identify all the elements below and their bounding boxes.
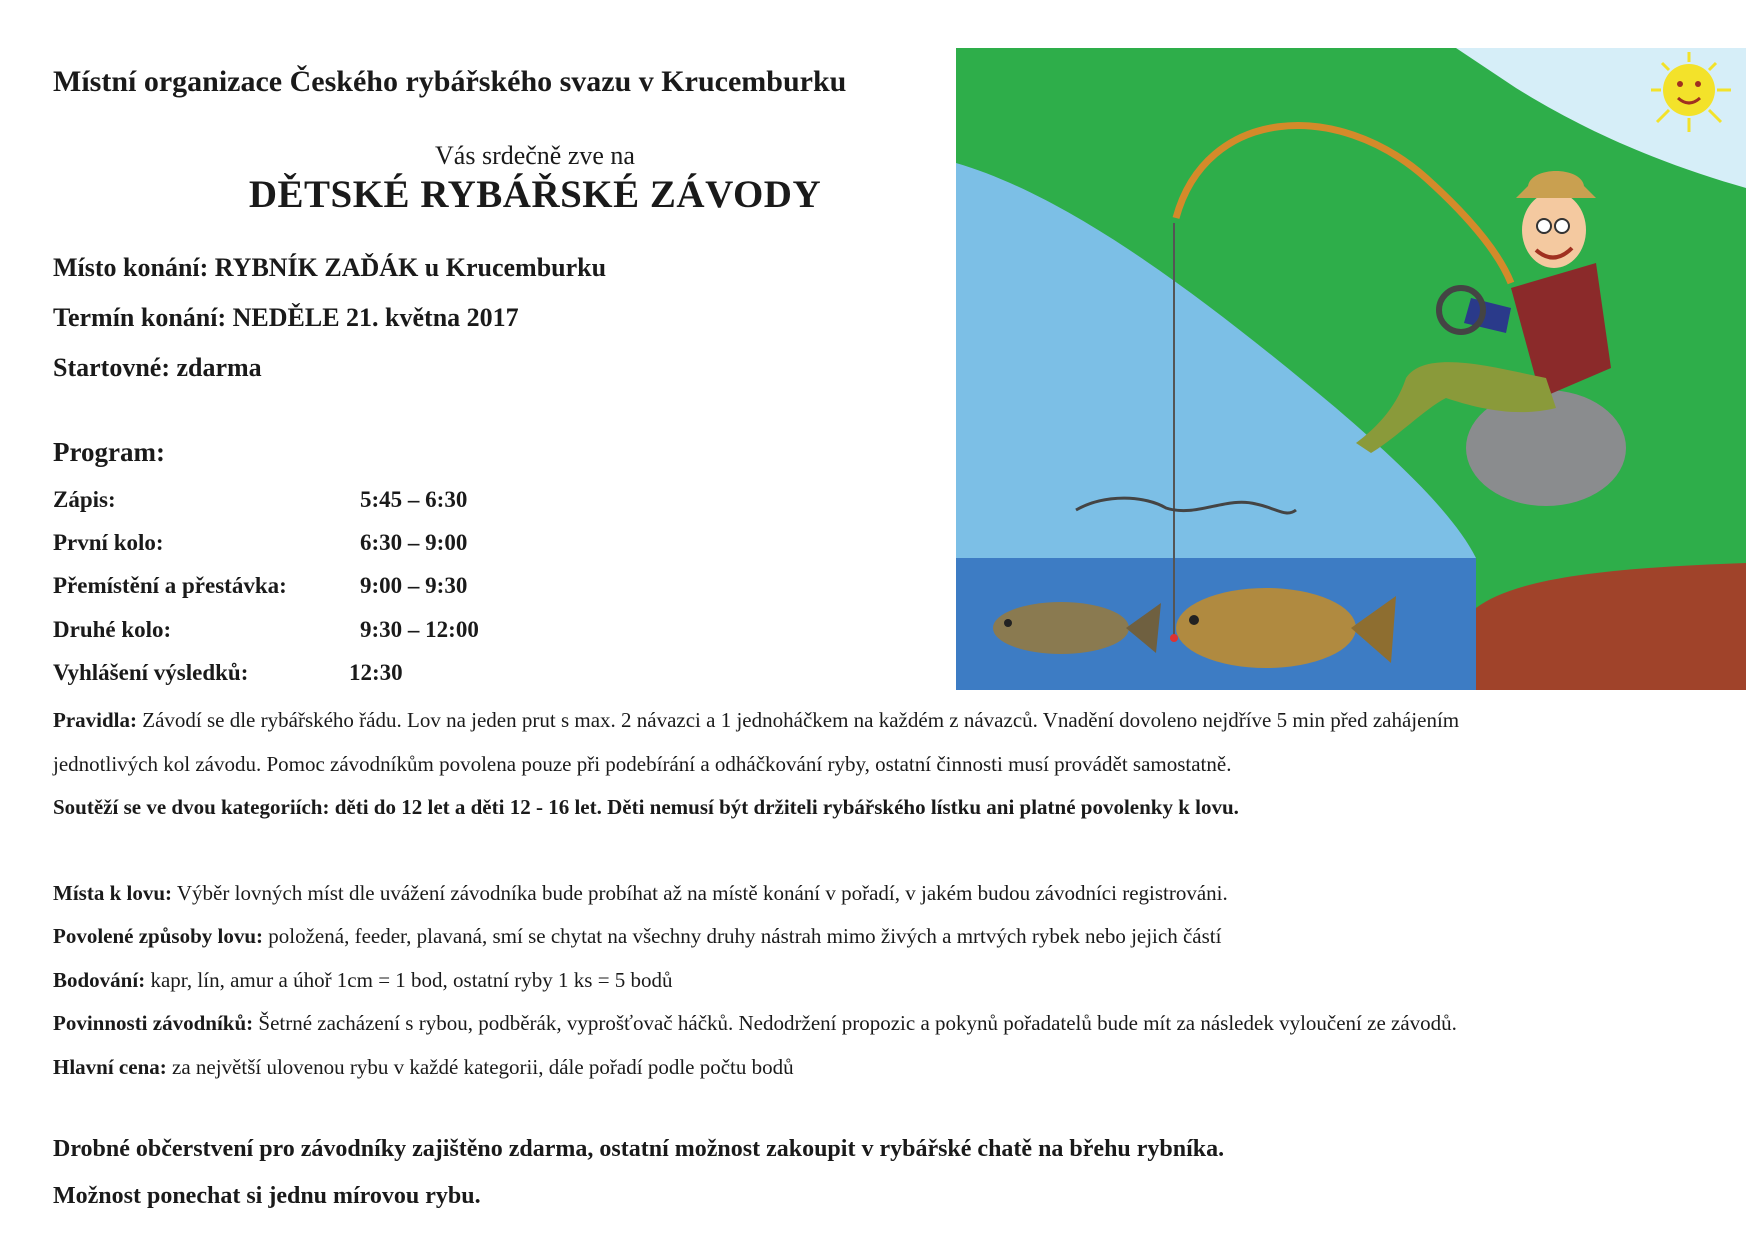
- detail-line: [53, 924, 1221, 949]
- program-row-time: 9:30 – 12:00: [360, 617, 479, 642]
- invite-text: Vás srdečně zve na: [435, 141, 635, 170]
- event-fee: Startovné: zdarma: [53, 353, 262, 382]
- detail-line: [53, 968, 673, 993]
- detail-label: Bodování:: [53, 968, 146, 992]
- program-row-label: Druhé kolo:: [53, 617, 172, 642]
- keep-fish-note: Možnost ponechat si jednu mírovou rybu.: [53, 1183, 481, 1209]
- program-row-label: Vyhlášení výsledků:: [53, 660, 249, 685]
- refreshments-note: Drobné občerstvení pro závodníky zajištěno zdarma, ostatní možnost zakoupit v rybářské chatě na břehu rybníka.: [53, 1136, 1225, 1162]
- detail-text: za největší ulovenou rybu v každé kategorii, dále pořadí podle počtu bodů: [166, 1055, 794, 1079]
- program-heading: Program:: [53, 437, 165, 467]
- rules-line: jednotlivých kol závodu. Pomoc závodníkům povolena pouze při podebírání a odháčkování ryby, ostatní činnosti musí provádět samostatně.: [53, 752, 1232, 776]
- rules-text: Závodí se dle rybářského řádu. Lov na jeden prut s max. 2 návazci a 1 jednoháčkem na každém z návazců. Vnadění dovoleno nejdříve 5 min před zahájením: [137, 708, 1460, 732]
- detail-text: kapr, lín, amur a úhoř 1cm = 1 bod, ostatní ryby 1 ks = 5 bodů: [145, 968, 673, 992]
- detail-line: [53, 1055, 794, 1080]
- rules-categories: Soutěží se ve dvou kategoriích: děti do 12 let a děti 12 - 16 let. Děti nemusí být držiteli rybářského lístku ani platné povolenky k lovu.: [53, 795, 1239, 819]
- detail-text: Šetrné zacházení s rybou, podběrák, vyprošťovač háčků. Nedodržení propozic a pokynů pořadatelů bude mít za následek vyloučení ze závodů.: [253, 1011, 1457, 1035]
- detail-line: [53, 1011, 1457, 1036]
- rules-line: [53, 708, 1459, 733]
- program-row-time: 9:00 – 9:30: [360, 573, 468, 598]
- fisherman-illustration: [956, 48, 1746, 690]
- detail-text: položená, feeder, plavaná, smí se chytat na všechny druhy nástrah mimo živých a mrtvých rybek nebo jejich částí: [263, 924, 1222, 948]
- event-place: Místo konání: RYBNÍK ZAĎÁK u Krucemburku: [53, 253, 607, 282]
- program-row-label: Přemístění a přestávka:: [53, 573, 287, 598]
- detail-label: Povolené způsoby lovu:: [53, 924, 264, 948]
- program-row-time: 12:30: [349, 660, 403, 685]
- organization-name: Místní organizace Českého rybářského svazu v Krucemburku: [53, 65, 847, 98]
- detail-text: Výběr lovných míst dle uvážení závodníka bude probíhat až na místě konání v pořadí, v jakém budou závodníci registrováni.: [172, 881, 1228, 905]
- program-row-time: 5:45 – 6:30: [360, 487, 468, 512]
- event-date: Termín konání: NEDĚLE 21. května 2017: [53, 303, 519, 332]
- detail-label: Povinnosti závodníků:: [53, 1011, 254, 1035]
- detail-label: Hlavní cena:: [53, 1055, 167, 1079]
- program-row-label: Zápis:: [53, 487, 116, 512]
- program-row-label: První kolo:: [53, 530, 164, 555]
- program-row-time: 6:30 – 9:00: [360, 530, 468, 555]
- detail-line: [53, 881, 1228, 906]
- hook-icon: [1170, 634, 1178, 642]
- page-title: DĚTSKÉ RYBÁŘSKÉ ZÁVODY: [248, 173, 822, 216]
- rules-label: Pravidla:: [53, 708, 137, 732]
- detail-label: Místa k lovu:: [53, 881, 173, 905]
